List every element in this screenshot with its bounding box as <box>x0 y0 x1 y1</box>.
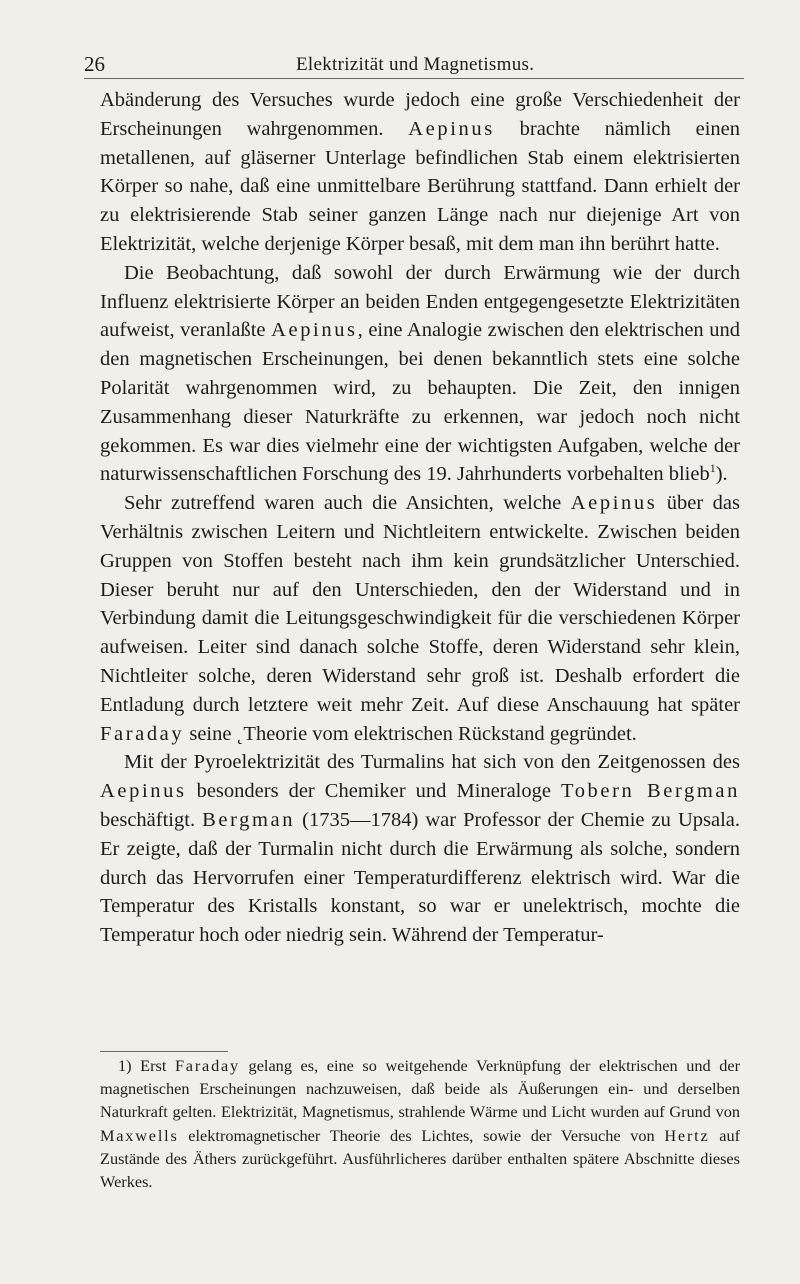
person-name: Tobern Bergman <box>561 780 740 803</box>
running-head: Elektrizität und Magnetismus. <box>296 54 535 75</box>
text-run: Erst <box>131 1056 175 1075</box>
page-header <box>84 52 744 79</box>
text-run: ). <box>715 463 728 486</box>
footnote-reference[interactable]: 1 <box>709 461 716 476</box>
person-name: Maxwells <box>100 1125 179 1145</box>
person-name: Hertz <box>664 1125 710 1145</box>
paragraph-2 <box>100 259 740 489</box>
person-name: Aepinus <box>570 492 658 515</box>
person-name: Faraday <box>174 1056 240 1075</box>
footnote-marker: 1) <box>118 1056 132 1075</box>
text-run: über das Verhältnis zwischen Leitern und Nichtleitern entwickelte. Zwischen beiden Gruppen von Stoffen besteht nach ihm kein grundsätzlicher Unterschied. Dieser beruht nur auf den Unterschieden, den der Widerstand und in Verbindung damit die Leitungsgeschwindigkeit für die verschiedenen Körper aufweisen. Leiter sind danach solche Stoffe, deren Widerstand sehr klein, Nichtleiter solche, deren Widerstand sehr groß ist. Deshalb erfordert die Entladung durch letztere weit mehr Zeit. Auf diese Anschauung hat später <box>100 492 740 716</box>
person-name: Aepinus <box>271 319 358 342</box>
person-name: Aepinus <box>100 780 187 803</box>
text-run: auf Zustände des Äthers zurückgeführt. Ausführlicheres darüber enthalten spätere Abschnitte dieses Werkes. <box>100 1125 741 1192</box>
paragraph-4 <box>100 748 740 950</box>
text-run: beschäftigt. <box>100 808 203 831</box>
text-run: Die Beobachtung, daß sowohl der durch Erwärmung wie der durch Influenz elektrisierte Körper an beiden Enden entgegengesetzte Elektrizitäten aufweist, veranlaßte <box>100 261 740 342</box>
person-name: Faraday <box>100 722 185 745</box>
text-run: brachte nämlich einen metallenen, auf gläserner Unterlage befindlichen Stab einem elektrisierten Körper so nahe, daß eine unmittelbare Berührung stattfand. Dann erhielt der zu elektrisierende Stab seiner ganzen Länge nach nur diejenige Art von Elektrizität, welche derjenige Körper besaß, mit dem man ihn berührt hatte. <box>100 117 740 255</box>
text-run: Abänderung des Versuches wurde jedoch eine große Verschiedenheit der Erscheinungen wahrgenommen. <box>100 89 740 140</box>
text-run: besonders der Chemiker und Mineraloge <box>186 780 561 803</box>
person-name: Bergman <box>202 808 296 831</box>
text-run: Sehr zutreffend waren auch die Ansichten, welche <box>124 492 571 515</box>
paragraph-3 <box>100 489 740 748</box>
page-number: 26 <box>84 52 105 76</box>
footnote-divider <box>100 1051 228 1052</box>
paragraph-1 <box>100 86 740 259</box>
text-run: elektromagnetischer Theorie des Lichtes, sowie der Versuche von <box>178 1125 665 1145</box>
footnote-text <box>100 1054 740 1193</box>
text-run: , eine Analogie zwischen den elektrischen und den magnetischen Erscheinungen, bei denen bekanntlich stets eine solche Polarität wahrgenommen wird, zu behaupten. Die Zeit, den innigen Zusammenhang dieser Naturkräfte zu erkennen, war jedoch noch nicht gekommen. Es war dies vielmehr eine der wichtigsten Aufgaben, welche der naturwissenschaftlichen Forschung des 19. Jahrhunderts vorbehalten blieb <box>100 319 740 486</box>
body-text <box>100 86 740 950</box>
text-run: Mit der Pyroelektrizität des Turmalins hat sich von den Zeitgenossen des <box>124 751 740 774</box>
person-name: Aepinus <box>408 117 495 140</box>
text-run: (1735—1784) war Professor der Chemie zu Upsala. Er zeigte, daß der Turmalin nicht durch die Erwärmung als solche, sondern durch das Hervorrufen einer Temperaturdifferenz elektrisch wird. War die Temperatur des Kristalls konstant, so war er unelektrisch, mochte die Temperatur hoch oder niedrig sein. Während der Temperatur- <box>100 808 740 947</box>
footnote <box>100 1054 740 1193</box>
text-run: seine ˛Theorie vom elektrischen Rückstand gegründet. <box>184 722 637 745</box>
text-run: gelang es, eine so weitgehende Verknüpfung der elektrischen und der magnetischen Erscheinungen nachzuweisen, daß beide als Äußerungen ein- und derselben Naturkraft gelten. Elektrizität, Magnetismus, strahlende Wärme und Licht wurden auf Grund von <box>100 1056 740 1122</box>
